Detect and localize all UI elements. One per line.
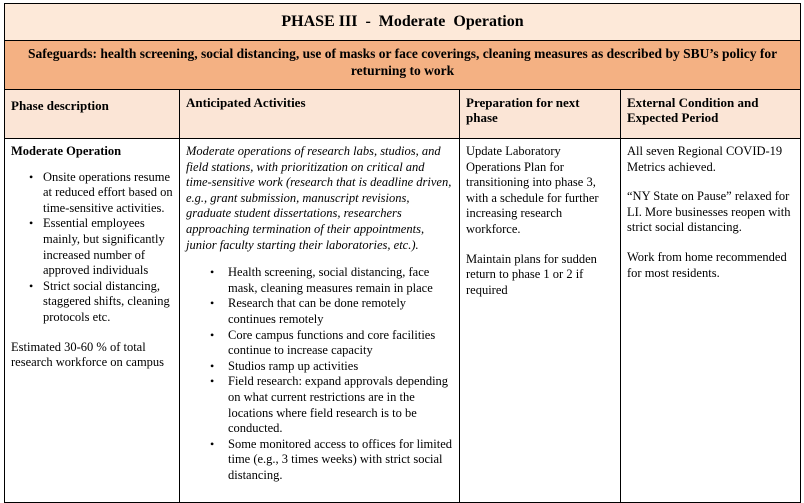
activities-intro: Moderate operations of research labs, studios, and field stations, with prioritization on critical and time-sensitive work (research that is deadline driven, e.g., grant submission, manuscript revisions, graduate student dissertations, researchers approaching termination of their appointments, junior faculty starting their laboratories, etc.). [186,144,452,252]
bullet-icon: • [29,278,34,293]
preparation-cell [460,139,621,503]
phase-description-list [11,170,173,326]
external-condition-cell [621,139,801,503]
bullet-icon: • [210,296,215,311]
phase-description-heading: Moderate Operation [11,144,122,158]
phase-description-cell [5,139,180,503]
safeguards-banner: Safeguards: health screening, social distancing, use of masks or face coverings, cleaning measures as described by SBU’s policy for returning to work [5,41,801,90]
phase-number: PHASE III [281,13,358,30]
phase-title [5,4,801,41]
anticipated-activities-cell [180,139,460,503]
preparation-plan: Update Laboratory Operations Plan for transitioning into phase 3, with a schedule for further increasing research workforce. [466,144,599,236]
list-item: • Essential employees mainly, but significantly increased number of approved individuals [29,216,165,278]
bullet-icon: • [210,327,215,342]
list-item: • Core campus functions and core facilities continue to increase capacity [210,327,436,358]
list-item: • Health screening, social distancing, face mask, cleaning measures remain in place [210,265,433,295]
external-work-from-home: Work from home recommended for most residents. [627,249,787,280]
phase-table [4,3,801,503]
list-item: • Research that can be done remotely continues remotely [210,296,407,326]
header-external-condition: External Condition and Expected Period [621,90,801,139]
bullet-icon: • [210,436,215,451]
list-item: • Field research: expand approvals depending on what current restrictions are in the locations where field research is to be conducted. [210,374,449,436]
preparation-contingency: Maintain plans for sudden return to phase 1 or 2 if required [466,251,597,297]
title-separator: - [365,13,371,30]
bullet-icon: • [210,358,215,373]
list-item: • Some monitored access to offices for limited time (e.g., 3 times weeks) with strict social distancing. [210,436,453,482]
activities-list [186,265,453,483]
header-anticipated-activities: Anticipated Activities [180,90,460,139]
phase-name: Moderate Operation [378,13,524,30]
external-ny-pause: “NY State on Pause” relaxed for LI. More businesses reopen with strict social distancing. [627,189,791,235]
header-preparation: Preparation for next phase [460,90,621,139]
header-phase-description: Phase description [5,90,180,139]
list-item: • Strict social distancing, staggered shifts, cleaning protocols etc. [29,278,170,324]
list-item: • Onsite operations resume at reduced effort based on time-sensitive activities. [29,169,173,215]
list-item: • Studios ramp up activities [210,358,359,373]
bullet-icon: • [29,216,34,231]
bullet-icon: • [29,169,34,184]
workforce-estimate: Estimated 30-60 % of total research workforce on campus [11,339,165,370]
bullet-icon: • [210,374,215,389]
bullet-icon: • [210,265,215,280]
external-metrics: All seven Regional COVID-19 Metrics achieved. [627,144,783,174]
